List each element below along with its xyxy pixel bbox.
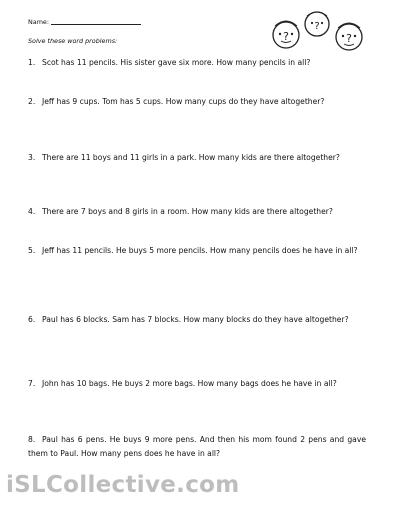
question-face-icon bbox=[336, 23, 362, 50]
problem-5 bbox=[28, 244, 366, 258]
name-label: Name: bbox=[28, 18, 50, 26]
problem-6 bbox=[28, 313, 366, 327]
problem-7 bbox=[28, 377, 366, 391]
problem-number: 8. bbox=[28, 435, 36, 444]
problem-number: 1. bbox=[28, 58, 36, 67]
problem-number: 2. bbox=[28, 97, 36, 106]
question-mark: ? bbox=[314, 21, 320, 32]
problem-text: Jeff has 9 cups. Tom has 5 cups. How many cups do they have altogether? bbox=[42, 97, 325, 106]
problem-number: 3. bbox=[28, 153, 36, 162]
problem-number: 6. bbox=[28, 315, 36, 324]
name-field bbox=[28, 18, 141, 26]
problem-4 bbox=[28, 205, 366, 219]
question-face-icon bbox=[305, 12, 329, 36]
problem-text: Scot has 11 pencils. His sister gave six more. How many pencils in all? bbox=[42, 58, 311, 67]
watermark: iSLCollective.com bbox=[6, 472, 240, 498]
question-face-icon bbox=[273, 21, 299, 48]
problem-3 bbox=[28, 151, 366, 165]
problem-number: 5. bbox=[28, 246, 36, 255]
question-mark: ? bbox=[283, 30, 289, 43]
problem-text: There are 11 boys and 11 girls in a park. How many kids are there altogether? bbox=[42, 153, 340, 162]
question-faces-image bbox=[262, 4, 372, 60]
problem-number: 7. bbox=[28, 379, 36, 388]
problem-text: There are 7 boys and 8 girls in a room. How many kids are there altogether? bbox=[42, 207, 333, 216]
instructions: Solve these word problems: bbox=[28, 37, 118, 45]
name-blank-line bbox=[51, 24, 141, 25]
problem-number: 4. bbox=[28, 207, 36, 216]
problem-text: John has 10 bags. He buys 2 more bags. How many bags does he have in all? bbox=[42, 379, 337, 388]
problem-text: Paul has 6 blocks. Sam has 7 blocks. How many blocks do they have altogether? bbox=[42, 315, 349, 324]
problem-2 bbox=[28, 95, 366, 109]
problem-text: Jeff has 11 pencils. He buys 5 more pencils. How many pencils does he have in all? bbox=[42, 246, 358, 255]
problem-1 bbox=[28, 56, 366, 70]
problem-text: Paul has 6 pens. He buys 9 more pens. And then his mom found 2 pens and gave them to Paul. How many pens does he have in all? bbox=[28, 435, 366, 458]
problem-8 bbox=[28, 433, 366, 460]
question-mark: ? bbox=[346, 32, 352, 45]
